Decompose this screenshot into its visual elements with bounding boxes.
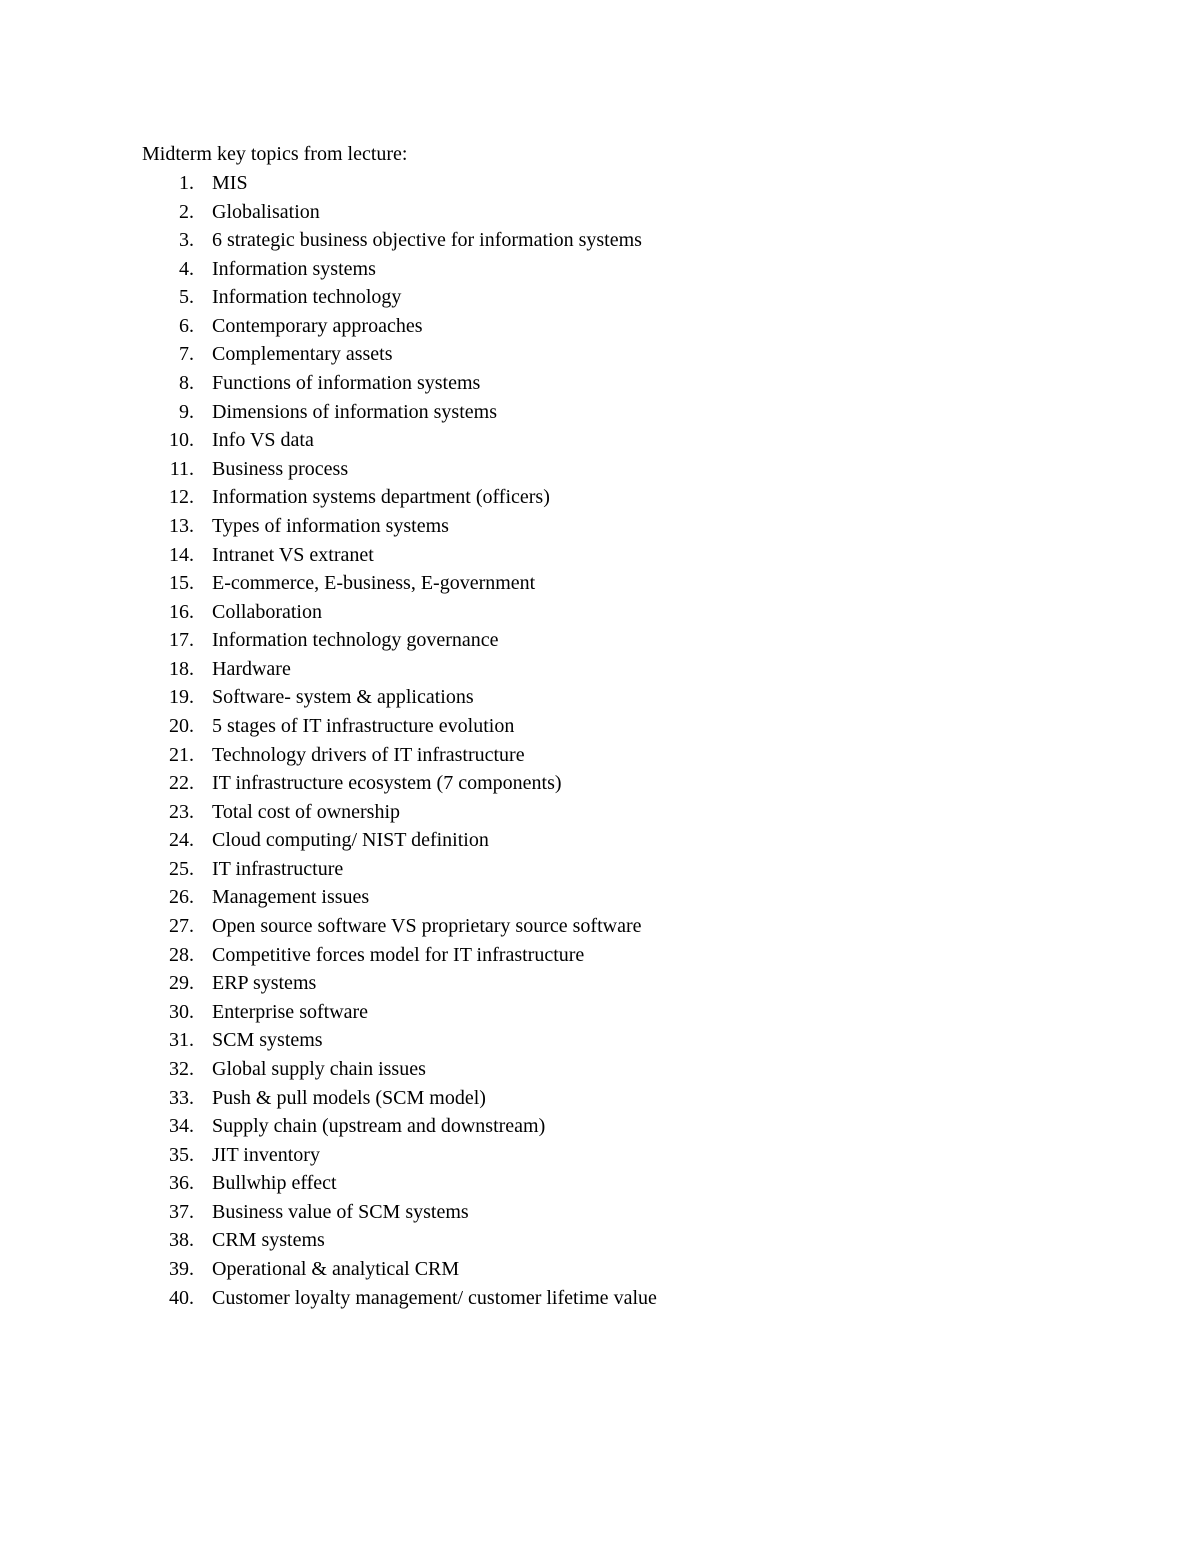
list-item-text: Complementary assets	[212, 343, 393, 366]
list-item-number: 34.	[169, 1115, 194, 1138]
list-item	[0, 169, 1200, 198]
list-item	[0, 1284, 1200, 1313]
list-item	[0, 569, 1200, 598]
list-item	[0, 855, 1200, 884]
list-item-text: Bullwhip effect	[212, 1172, 337, 1195]
list-item-text: Contemporary approaches	[212, 314, 423, 337]
list-item-text: Technology drivers of IT infrastructure	[212, 743, 525, 766]
list-item-number: 14.	[169, 543, 194, 566]
list-item-number: 29.	[169, 972, 194, 995]
list-item-text: E-commerce, E-business, E-government	[212, 572, 536, 595]
list-item	[0, 1198, 1200, 1227]
list-item	[0, 283, 1200, 312]
list-item-text: Open source software VS proprietary source software	[212, 915, 642, 938]
list-item	[0, 483, 1200, 512]
list-item	[0, 340, 1200, 369]
list-item	[0, 1255, 1200, 1284]
list-item-number: 19.	[169, 686, 194, 709]
list-item	[0, 683, 1200, 712]
list-item-number: 31.	[169, 1029, 194, 1052]
list-item	[0, 1112, 1200, 1141]
list-item-text: Information systems department (officers)	[212, 486, 550, 509]
list-item-text: Cloud computing/ NIST definition	[212, 829, 489, 852]
list-item-text: Collaboration	[212, 600, 322, 623]
list-item	[0, 1084, 1200, 1113]
list-item-number: 6.	[179, 314, 194, 337]
list-item-number: 17.	[169, 629, 194, 652]
list-item-number: 27.	[169, 915, 194, 938]
list-item-text: Push & pull models (SCM model)	[212, 1086, 486, 1109]
list-item-text: Information technology governance	[212, 629, 499, 652]
list-item	[0, 741, 1200, 770]
list-item-text: Intranet VS extranet	[212, 543, 374, 566]
list-item-number: 3.	[179, 229, 194, 252]
list-item	[0, 969, 1200, 998]
list-item-text: 5 stages of IT infrastructure evolution	[212, 714, 515, 737]
list-item	[0, 369, 1200, 398]
list-item-number: 24.	[169, 829, 194, 852]
list-item-number: 33.	[169, 1086, 194, 1109]
list-item-text: Management issues	[212, 886, 370, 909]
list-item-text: SCM systems	[212, 1029, 323, 1052]
list-item	[0, 626, 1200, 655]
list-item-number: 11.	[169, 457, 194, 480]
topic-list	[0, 169, 1200, 1312]
list-item	[0, 1141, 1200, 1170]
list-item-number: 37.	[169, 1200, 194, 1223]
list-item	[0, 712, 1200, 741]
list-item-text: Global supply chain issues	[212, 1057, 426, 1080]
list-item-text: Hardware	[212, 657, 291, 680]
list-item-text: Business process	[212, 457, 349, 480]
list-item-number: 15.	[169, 572, 194, 595]
list-item-number: 8.	[179, 372, 194, 395]
list-item-number: 20.	[169, 714, 194, 737]
list-item-number: 16.	[169, 600, 194, 623]
list-item-text: Competitive forces model for IT infrastructure	[212, 943, 585, 966]
list-item	[0, 769, 1200, 798]
list-item-text: Information systems	[212, 257, 376, 280]
list-item-number: 28.	[169, 943, 194, 966]
list-item-text: Operational & analytical CRM	[212, 1257, 460, 1280]
list-item	[0, 1169, 1200, 1198]
list-item	[0, 455, 1200, 484]
document-heading: Midterm key topics from lecture:	[142, 143, 408, 165]
list-item-text: Business value of SCM systems	[212, 1200, 469, 1223]
list-item-number: 22.	[169, 772, 194, 795]
list-item-text: 6 strategic business objective for information systems	[212, 229, 642, 252]
list-item-number: 40.	[169, 1286, 194, 1309]
list-item-text: JIT inventory	[212, 1143, 320, 1166]
list-item-text: Customer loyalty management/ customer lifetime value	[212, 1286, 657, 1309]
list-item-text: Info VS data	[212, 429, 314, 452]
list-item-text: Supply chain (upstream and downstream)	[212, 1115, 546, 1138]
list-item	[0, 883, 1200, 912]
list-item	[0, 541, 1200, 570]
list-item-text: Enterprise software	[212, 1000, 369, 1023]
list-item	[0, 198, 1200, 227]
list-item-number: 18.	[169, 657, 194, 680]
list-item	[0, 826, 1200, 855]
list-item-number: 21.	[169, 743, 194, 766]
list-item-number: 26.	[169, 886, 194, 909]
list-item-text: ERP systems	[212, 972, 317, 995]
list-item-number: 5.	[179, 286, 194, 309]
list-item-number: 38.	[169, 1229, 194, 1252]
list-item-number: 2.	[179, 200, 194, 223]
list-item	[0, 312, 1200, 341]
list-item-text: Globalisation	[212, 200, 320, 223]
list-item	[0, 255, 1200, 284]
list-item-text: IT infrastructure	[212, 857, 344, 880]
list-item-number: 23.	[169, 800, 194, 823]
list-item	[0, 798, 1200, 827]
list-item	[0, 398, 1200, 427]
list-item-text: CRM systems	[212, 1229, 325, 1252]
list-item-number: 10.	[169, 429, 194, 452]
list-item	[0, 226, 1200, 255]
list-item	[0, 512, 1200, 541]
list-item	[0, 941, 1200, 970]
list-item	[0, 1055, 1200, 1084]
list-item-number: 35.	[169, 1143, 194, 1166]
list-item-number: 30.	[169, 1000, 194, 1023]
list-item-text: IT infrastructure ecosystem (7 components)	[212, 772, 562, 795]
list-item	[0, 1226, 1200, 1255]
list-item-text: MIS	[212, 172, 248, 194]
list-item-number: 36.	[169, 1172, 194, 1195]
list-item-text: Types of information systems	[212, 514, 449, 537]
list-item	[0, 598, 1200, 627]
list-item-number: 39.	[169, 1257, 194, 1280]
list-item-text: Functions of information systems	[212, 372, 481, 395]
list-item-number: 32.	[169, 1057, 194, 1080]
list-item	[0, 998, 1200, 1027]
list-item-number: 25.	[169, 857, 194, 880]
list-item-number: 7.	[179, 343, 194, 366]
list-item-text: Total cost of ownership	[212, 800, 401, 823]
list-item-number: 9.	[179, 400, 194, 423]
list-item	[0, 426, 1200, 455]
list-item-number: 1.	[179, 172, 194, 194]
list-item-text: Dimensions of information systems	[212, 400, 497, 423]
list-item-text: Information technology	[212, 286, 402, 309]
list-item	[0, 655, 1200, 684]
list-item	[0, 912, 1200, 941]
list-item-number: 12.	[169, 486, 194, 509]
list-item	[0, 1026, 1200, 1055]
list-item-number: 4.	[179, 257, 194, 280]
list-item-text: Software- system & applications	[212, 686, 474, 709]
list-item-number: 13.	[169, 514, 194, 537]
